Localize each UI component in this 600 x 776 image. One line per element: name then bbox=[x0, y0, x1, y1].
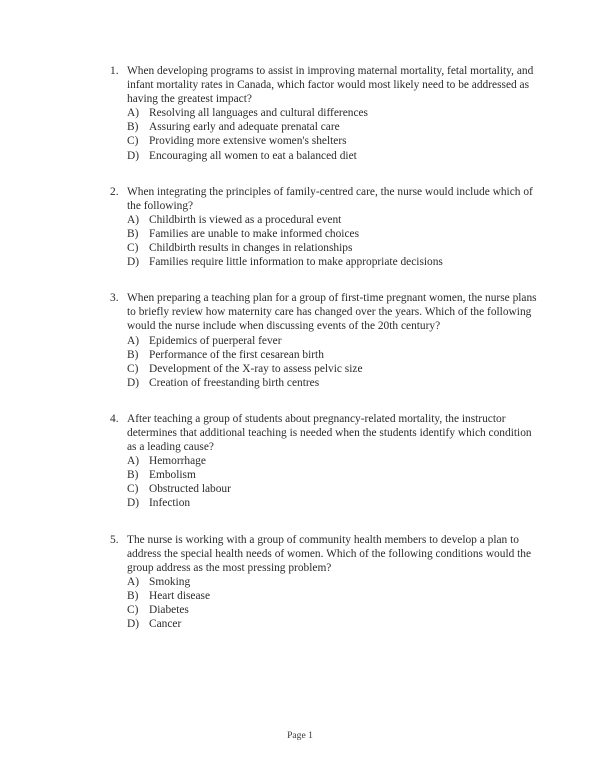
option-text: Families are unable to make informed choices bbox=[149, 227, 360, 240]
question-block bbox=[110, 533, 538, 632]
answer-option[interactable] bbox=[127, 482, 538, 496]
question-text: When preparing a teaching plan for a group of first-time pregnant women, the nurse plans to briefly review how maternity care has changed over the years. Which of the following would the nurse include when discussing events of the 20th century? bbox=[127, 292, 537, 333]
question-block bbox=[110, 412, 538, 511]
option-letter: A) bbox=[127, 107, 140, 120]
option-text: Childbirth results in changes in relationships bbox=[149, 242, 353, 255]
answer-option[interactable] bbox=[127, 362, 538, 376]
option-text: Encouraging all women to eat a balanced diet bbox=[149, 149, 357, 162]
option-letter: A) bbox=[127, 213, 140, 226]
question-stem-row bbox=[110, 185, 538, 213]
option-letter: B) bbox=[127, 121, 139, 134]
option-text: Embolism bbox=[149, 469, 196, 482]
answer-option[interactable] bbox=[127, 213, 538, 227]
option-list bbox=[110, 575, 538, 631]
option-letter: B) bbox=[127, 469, 139, 482]
answer-option[interactable] bbox=[127, 255, 538, 269]
question-block bbox=[110, 291, 538, 390]
question-stem-row bbox=[110, 533, 538, 575]
question-text: When developing programs to assist in improving maternal mortality, fetal mortality, and infant mortality rates in Canada, which factor would most likely need to be addressed as having the greatest impact? bbox=[127, 65, 534, 106]
question-number: 2. bbox=[110, 185, 119, 198]
option-text: Heart disease bbox=[149, 589, 211, 602]
question-stem-row bbox=[110, 291, 538, 333]
option-text: Obstructed labour bbox=[149, 483, 231, 496]
answer-option[interactable] bbox=[127, 589, 538, 603]
option-letter: B) bbox=[127, 589, 139, 602]
question-text: The nurse is working with a group of community health members to develop a plan to address the special health needs of women. Which of the following conditions would the group address as the most pressing problem? bbox=[127, 533, 532, 574]
question-stem-row bbox=[110, 412, 538, 454]
option-letter: A) bbox=[127, 334, 140, 347]
answer-option[interactable] bbox=[127, 348, 538, 362]
question-list bbox=[110, 64, 538, 653]
question-number: 5. bbox=[110, 533, 119, 546]
option-text: Cancer bbox=[149, 618, 182, 631]
option-list bbox=[110, 106, 538, 162]
question-block bbox=[110, 185, 538, 270]
option-letter: D) bbox=[127, 256, 140, 269]
option-text: Epidemics of puerperal fever bbox=[149, 334, 282, 347]
question-text: After teaching a group of students about pregnancy-related mortality, the instructor determines that additional teaching is needed when the students identify which condition as a leading cause? bbox=[127, 412, 532, 454]
answer-option[interactable] bbox=[127, 617, 538, 631]
option-text: Infection bbox=[149, 497, 191, 510]
question-stem-row bbox=[110, 64, 538, 106]
option-letter: C) bbox=[127, 362, 139, 375]
option-text: Smoking bbox=[149, 575, 191, 588]
question-number: 3. bbox=[110, 292, 119, 305]
option-list bbox=[110, 213, 538, 269]
question-number: 1. bbox=[110, 65, 119, 77]
answer-option[interactable] bbox=[127, 376, 538, 390]
option-text: Creation of freestanding birth centres bbox=[149, 376, 320, 389]
option-letter: C) bbox=[127, 135, 139, 148]
answer-option[interactable] bbox=[127, 149, 538, 163]
option-text: Assuring early and adequate prenatal care bbox=[149, 121, 340, 134]
page-footer: Page 1 bbox=[287, 730, 313, 741]
option-text: Families require little information to make appropriate decisions bbox=[149, 256, 443, 269]
answer-option[interactable] bbox=[127, 120, 538, 134]
option-text: Hemorrhage bbox=[149, 455, 206, 468]
option-letter: D) bbox=[127, 618, 140, 631]
option-letter: C) bbox=[127, 604, 139, 616]
option-text: Childbirth is viewed as a procedural event bbox=[149, 213, 342, 226]
option-letter: B) bbox=[127, 227, 139, 240]
question-block bbox=[110, 64, 538, 163]
answer-option[interactable] bbox=[127, 334, 538, 348]
option-letter: D) bbox=[127, 376, 140, 389]
answer-option[interactable] bbox=[127, 227, 538, 241]
answer-option[interactable] bbox=[127, 106, 538, 120]
option-text: Providing more extensive women's shelters bbox=[149, 135, 347, 148]
answer-option[interactable] bbox=[127, 603, 538, 617]
question-text: When integrating the principles of family-centred care, the nurse would include which of the following? bbox=[127, 185, 533, 212]
answer-option[interactable] bbox=[127, 134, 538, 148]
option-letter: C) bbox=[127, 242, 139, 255]
option-list bbox=[110, 334, 538, 390]
answer-option[interactable] bbox=[127, 454, 538, 468]
option-letter: A) bbox=[127, 455, 140, 468]
option-letter: C) bbox=[127, 483, 139, 496]
option-letter: A) bbox=[127, 575, 140, 588]
option-text: Diabetes bbox=[149, 604, 189, 616]
option-letter: B) bbox=[127, 348, 139, 361]
option-text: Resolving all languages and cultural differences bbox=[149, 107, 368, 120]
answer-option[interactable] bbox=[127, 575, 538, 589]
option-list bbox=[110, 454, 538, 510]
option-text: Performance of the first cesarean birth bbox=[149, 348, 324, 361]
option-letter: D) bbox=[127, 149, 140, 162]
answer-option[interactable] bbox=[127, 468, 538, 482]
question-number: 4. bbox=[110, 412, 119, 425]
option-text: Development of the X-ray to assess pelvic size bbox=[149, 362, 363, 375]
answer-option[interactable] bbox=[127, 241, 538, 255]
option-letter: D) bbox=[127, 497, 140, 510]
answer-option[interactable] bbox=[127, 496, 538, 510]
